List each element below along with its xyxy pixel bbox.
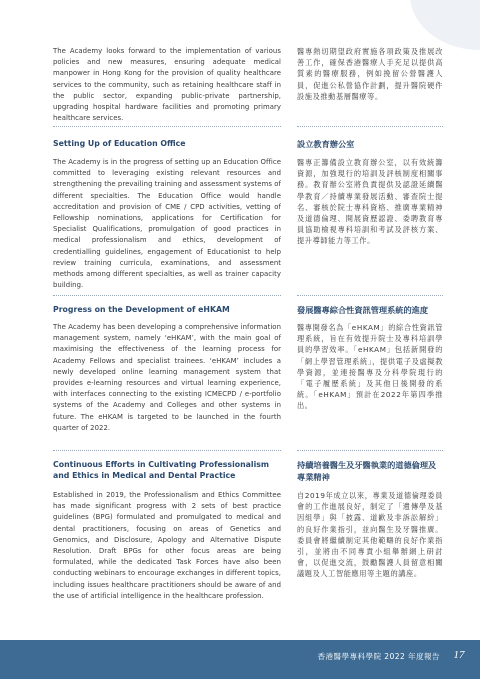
divider-en <box>53 450 281 451</box>
section-body-zh: 醫專正籌備設立教育辦公室，以有效統籌資源，加強現行的培訓及評核制度相關事務。教育辦公室將負責提供及認證延續醫學教育／持續專業發展活動、審查院士提名、審核於院士專科資格、推廣專業精神及道德倫理、開展資歷認證、委聘教育專員協助檢視專科培訓和考試及評核方案、提升導師能力等工作。 <box>297 158 443 246</box>
section-body-en: The Academy has been developing a comprehensive information management system, namely ‘eHKAM’, with the main goal of maximising the effectiveness of the learning process for Academy Fellows and specialist trainees. ‘eHKAM’ includes a newly developed online learning management system that provides e-learning resources and virtual learning experience, with interfaces connecting to the existing ICMECPD / e-portfolio systems of the Academy and Colleges and other systems in future. The eHKAM is targeted to be launched in the fourth quarter of 2022. <box>53 323 281 432</box>
divider-zh <box>297 126 443 127</box>
decorative-corner-curve <box>410 0 480 50</box>
section-body-zh: 醫專開發名為「eHKAM」的綜合性資訊管理系統，旨在有效提升院士及專科培訓學員的學習效率。「eHKAM」包括新開發的「網上學習管理系統」，提供電子及虛擬教學資源，並連接醫專及分科學院現行的「電子履歷系統」及其他日後開發的系統。「eHKAM」預計在2022年第四季推出。 <box>297 323 443 411</box>
section-heading-en: Setting Up of Education Office <box>53 139 186 148</box>
divider-zh <box>297 450 443 451</box>
section-body-en: The Academy is in the progress of setting up an Education Office committed to leveraging existing relevant resources and strengthening the prevailing training and assessment systems of different specialties. The Education Office would handle accreditation and provision of CME / CPD activities, vetting of Fellowship nominations, applications for Certification for Specialist Qualifications, promulgation of good practices in medical professionalism and ethics, development of credentialling guidelines, engagement of Educationist to help review training curricula, examinations, and assessment methods among different specialties, as well as trainer capacity building. <box>53 158 281 290</box>
intro-paragraph-en: The Academy looks forward to the implementation of various policies and new measures, ensuring adequate medical manpower in Hong Kong for the provision of quality healthcare services to the community, such as retaining healthcare staff in the public sector, expanding public-private partnership, upgrading hospital hardware facilities and promoting primary healthcare services. <box>53 47 281 123</box>
intro-paragraph-zh: 醫專熱切期望政府實施各項政策及推展改善工作，確保香港醫療人手充足以提供高質素的醫療服務，例如挽留公營醫護人員，促進公私營協作計劃，提升醫院硬件設施及推動基層醫療等。 <box>297 47 443 101</box>
section-heading-en: Continuous Efforts in Cultivating Professionalism and Ethics in Medical and Dental Practice <box>53 460 270 480</box>
divider-en <box>53 126 281 127</box>
divider-en <box>53 295 281 296</box>
section-body-zh: 自2019年成立以來，專業及道德倫理委員會的工作進展良好，制定了「遺傳學及基因組學」與「披露、道歉及非訴訟解紛」的良好作業指引，並向醫生及牙醫推廣。委員會將繼續制定其他範疇的良好作業指引，並將由不同專責小組舉辦網上研討會，以促進交流，鼓勵醫護人員留意相關議題及人工智能應用等主題的講座。 <box>297 491 443 579</box>
section-body-en: Established in 2019, the Professionalism and Ethics Committee has made significant progress with 2 sets of best practice guidelines (BPG) formulated and promulgated to medical and dental practitioners, focusing on areas of Genetics and Genomics, and Disclosure, Apology and Alternative Dispute Resolution. Draft BPGs for other focus areas are being formulated, while the dedicated Task Forces have also been conducting webinars to encourage exchanges in different topics, including issues healthcare practitioners should be aware of and the use of artificial intelligence in the healthcare profession. <box>53 491 281 600</box>
page-number: 17 <box>453 649 465 661</box>
divider-zh <box>297 295 443 296</box>
section-heading-zh: 持續培養醫生及牙醫執業的道德倫理及專業精神 <box>297 460 437 482</box>
footer-report-title: 香港醫學專科學院 2022 年度報告 <box>317 652 440 661</box>
section-heading-zh: 設立教育辦公室 <box>297 139 355 149</box>
section-heading-zh: 發展醫專綜合性資訊管理系統的進度 <box>297 305 429 315</box>
section-heading-en: Progress on the Development of eHKAM <box>53 305 230 314</box>
